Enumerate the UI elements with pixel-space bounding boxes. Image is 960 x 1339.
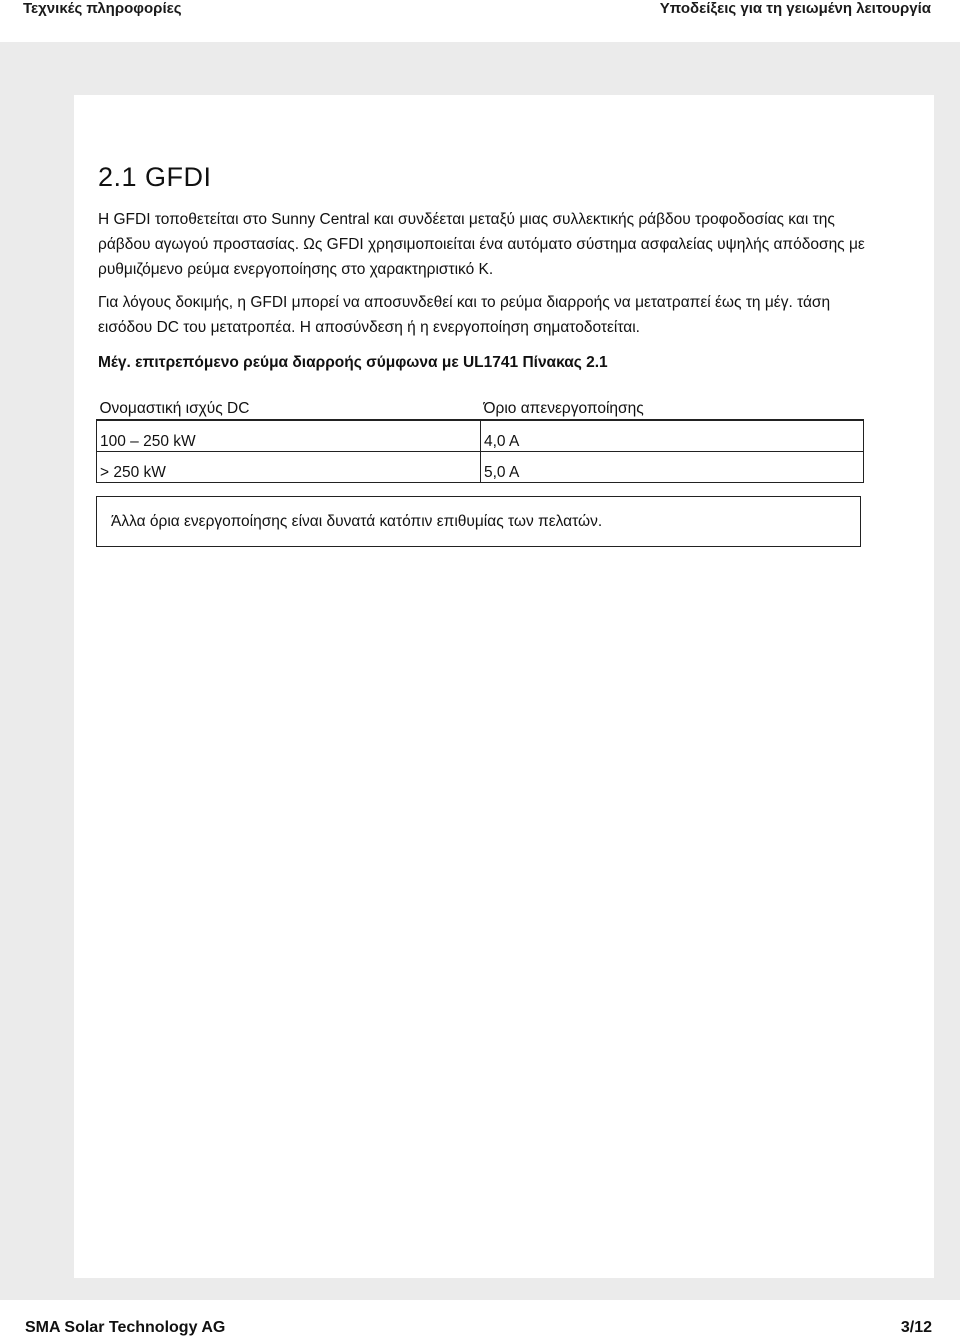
table-header-row xyxy=(97,390,864,420)
section-heading: 2.1 GFDI xyxy=(98,162,212,192)
table-cell-power: > 250 kW xyxy=(97,452,481,483)
table-header-nominal-power: Ονομαστική ισχύς DC xyxy=(97,390,481,420)
footer-page-number: 3/12 xyxy=(900,1319,932,1336)
paragraph-gfdi-description: Η GFDI τοποθετείται στο Sunny Central και συνδέεται μεταξύ μιας συλλεκτικής ράβδου τροφοδοσίας και της ράβδου αγωγού προστασίας. Ως GFDI χρησιμοποιείται ένα αυτόματο σύστημα ασφαλείας υψηλής απόδοσης με ρυθμιζόμενο ρεύμα ενεργοποίησης στο χαρακτηριστικό K. xyxy=(98,211,865,278)
header-chapter-label: Υποδείξεις για τη γειωμένη λειτουργία xyxy=(659,0,931,17)
table-cell-limit: 5,0 A xyxy=(481,452,864,483)
table-row xyxy=(97,420,864,452)
table-header-trip-limit: Όριο απενεργοποίησης xyxy=(481,390,864,420)
note-box xyxy=(96,496,861,547)
footer-company: SMA Solar Technology AG xyxy=(25,1319,226,1336)
note-text: Άλλα όρια ενεργοποίησης είναι δυνατά κατόπιν επιθυμίας των πελατών. xyxy=(111,513,603,530)
table-row xyxy=(97,452,864,483)
table-cell-power: 100 – 250 kW xyxy=(97,420,481,452)
header-section-label: Τεχνικές πληροφορίες xyxy=(23,0,182,17)
table-caption: Μέγ. επιτρεπόμενο ρεύμα διαρροής σύμφωνα με UL1741 Πίνακας 2.1 xyxy=(98,354,608,371)
leakage-current-table xyxy=(96,390,864,483)
table-cell-limit: 4,0 A xyxy=(481,420,864,452)
paragraph-gfdi-test: Για λόγους δοκιμής, η GFDI μπορεί να αποσυνδεθεί και το ρεύμα διαρροής να μετατραπεί έως τη μέγ. τάση εισόδου DC του μετατροπέα. Η αποσύνδεση ή η ενεργοποίηση σηματοδοτείται. xyxy=(98,294,831,336)
